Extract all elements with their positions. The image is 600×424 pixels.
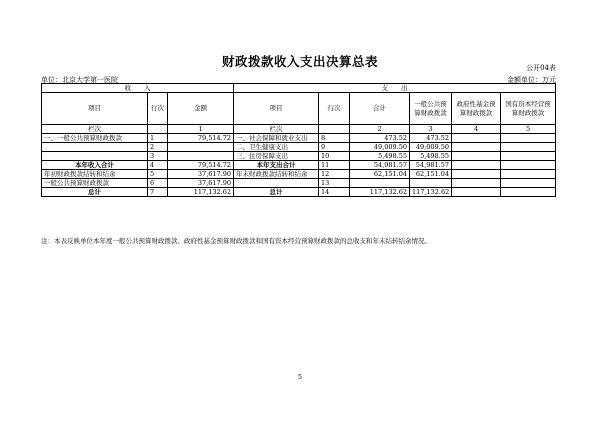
header-general-budget: 一般公共预算财政拨款 (410, 93, 452, 125)
header-fund-budget: 政府性基金预算财政拨款 (452, 93, 501, 125)
state-capital-amount (501, 188, 556, 197)
report-title: 财政拨款收入支出决算总表 (221, 54, 378, 69)
column-number: 1 (168, 125, 234, 134)
income-item-cell: 总计 (42, 188, 148, 197)
column-label-income: 栏次 (42, 125, 148, 134)
income-amount: 37,617.90 (168, 179, 234, 188)
expense-item-cell (234, 179, 319, 188)
empty-cell (319, 125, 350, 134)
unit-label: 单位：北京大学第一医院 (41, 76, 118, 84)
expense-total: 117,132.62 (350, 188, 410, 197)
income-item-cell (42, 152, 148, 161)
expense-item-cell: 二、卫生健康支出 (234, 143, 319, 152)
income-amount (168, 152, 234, 161)
header-income-row: 行次 (148, 93, 168, 125)
general-budget-amount: 49,009.50 (410, 143, 452, 152)
table-row (42, 188, 556, 197)
expense-total: 62,151.04 (350, 170, 410, 179)
income-row-number: 3 (148, 152, 168, 161)
table-row (42, 179, 556, 188)
income-row-number: 4 (148, 161, 168, 170)
income-item-cell: 年初财政拨款结转和结余 (42, 170, 148, 179)
general-budget-amount: 473.52 (410, 134, 452, 143)
expense-total: 49,009.50 (350, 143, 410, 152)
income-amount: 37,617.90 (168, 170, 234, 179)
state-capital-amount (501, 143, 556, 152)
income-group-header: 收 入 (42, 84, 234, 93)
header-expense-row: 行次 (319, 93, 350, 125)
expense-item-cell: 一、社会保障和就业支出 (234, 134, 319, 143)
expense-item-cell: 年末财政拨款结转和结余 (234, 170, 319, 179)
general-budget-amount: 5,498.55 (410, 152, 452, 161)
state-capital-amount (501, 152, 556, 161)
income-amount: 117,132.62 (168, 188, 234, 197)
table-row (42, 152, 556, 161)
budget-table (41, 83, 556, 197)
fund-budget-amount (452, 152, 501, 161)
income-row-number: 6 (148, 179, 168, 188)
income-amount: 79,514.72 (168, 161, 234, 170)
empty-cell (148, 125, 168, 134)
column-number: 4 (452, 125, 501, 134)
income-row-number: 5 (148, 170, 168, 179)
general-budget-amount (410, 179, 452, 188)
general-budget-amount: 54,981.57 (410, 161, 452, 170)
income-item-cell (42, 143, 148, 152)
expense-row-number: 9 (319, 143, 350, 152)
fund-budget-amount (452, 179, 501, 188)
income-row-number: 1 (148, 134, 168, 143)
fund-budget-amount (452, 143, 501, 152)
income-item-cell: 一、一般公共预算财政拨款 (42, 134, 148, 143)
general-budget-amount: 117,132.62 (410, 188, 452, 197)
page-number: 5 (297, 373, 303, 381)
general-budget-amount: 62,151.04 (410, 170, 452, 179)
expense-total: 54,981.57 (350, 161, 410, 170)
header-total: 合计 (350, 93, 410, 125)
expense-total: 473.52 (350, 134, 410, 143)
expense-row-number: 12 (319, 170, 350, 179)
expense-row-number: 11 (319, 161, 350, 170)
income-row-number: 7 (148, 188, 168, 197)
table-row (42, 143, 556, 152)
expense-item-cell: 三、住房保障支出 (234, 152, 319, 161)
fund-budget-amount (452, 134, 501, 143)
amount-unit: 金额单位：万元 (507, 76, 556, 84)
fund-budget-amount (452, 161, 501, 170)
expense-total: 5,498.55 (350, 152, 410, 161)
income-amount (168, 143, 234, 152)
form-code: 公开04表 (526, 64, 556, 72)
expense-row-number: 13 (319, 179, 350, 188)
column-number: 2 (350, 125, 410, 134)
column-number: 3 (410, 125, 452, 134)
expense-group-header: 支 出 (234, 84, 556, 93)
column-label-expense: 栏次 (234, 125, 319, 134)
expense-item-cell: 本年支出合计 (234, 161, 319, 170)
income-row-number: 2 (148, 143, 168, 152)
fund-budget-amount (452, 170, 501, 179)
column-number: 5 (501, 125, 556, 134)
header-state-capital: 国有资本经营预算财政拨款 (501, 93, 556, 125)
header-income-item: 项目 (42, 93, 148, 125)
footnote: 注：本表反映单位本年度一般公共预算财政拨款、政府性基金预算财政拨款和国有资本经营预算财政拨款的总收支和年末结转结余情况。 (41, 237, 431, 245)
fund-budget-amount (452, 188, 501, 197)
state-capital-amount (501, 170, 556, 179)
state-capital-amount (501, 161, 556, 170)
expense-row-number: 10 (319, 152, 350, 161)
state-capital-amount (501, 134, 556, 143)
table-row (42, 161, 556, 170)
header-expense-item: 项目 (234, 93, 319, 125)
income-item-cell: 本年收入合计 (42, 161, 148, 170)
expense-item-cell: 总计 (234, 188, 319, 197)
state-capital-amount (501, 179, 556, 188)
expense-row-number: 14 (319, 188, 350, 197)
expense-row-number: 8 (319, 134, 350, 143)
table-row (42, 170, 556, 179)
table-row (42, 134, 556, 143)
income-amount: 79,514.72 (168, 134, 234, 143)
income-item-cell: 一般公共预算财政拨款 (42, 179, 148, 188)
expense-total (350, 179, 410, 188)
header-amount: 金额 (168, 93, 234, 125)
